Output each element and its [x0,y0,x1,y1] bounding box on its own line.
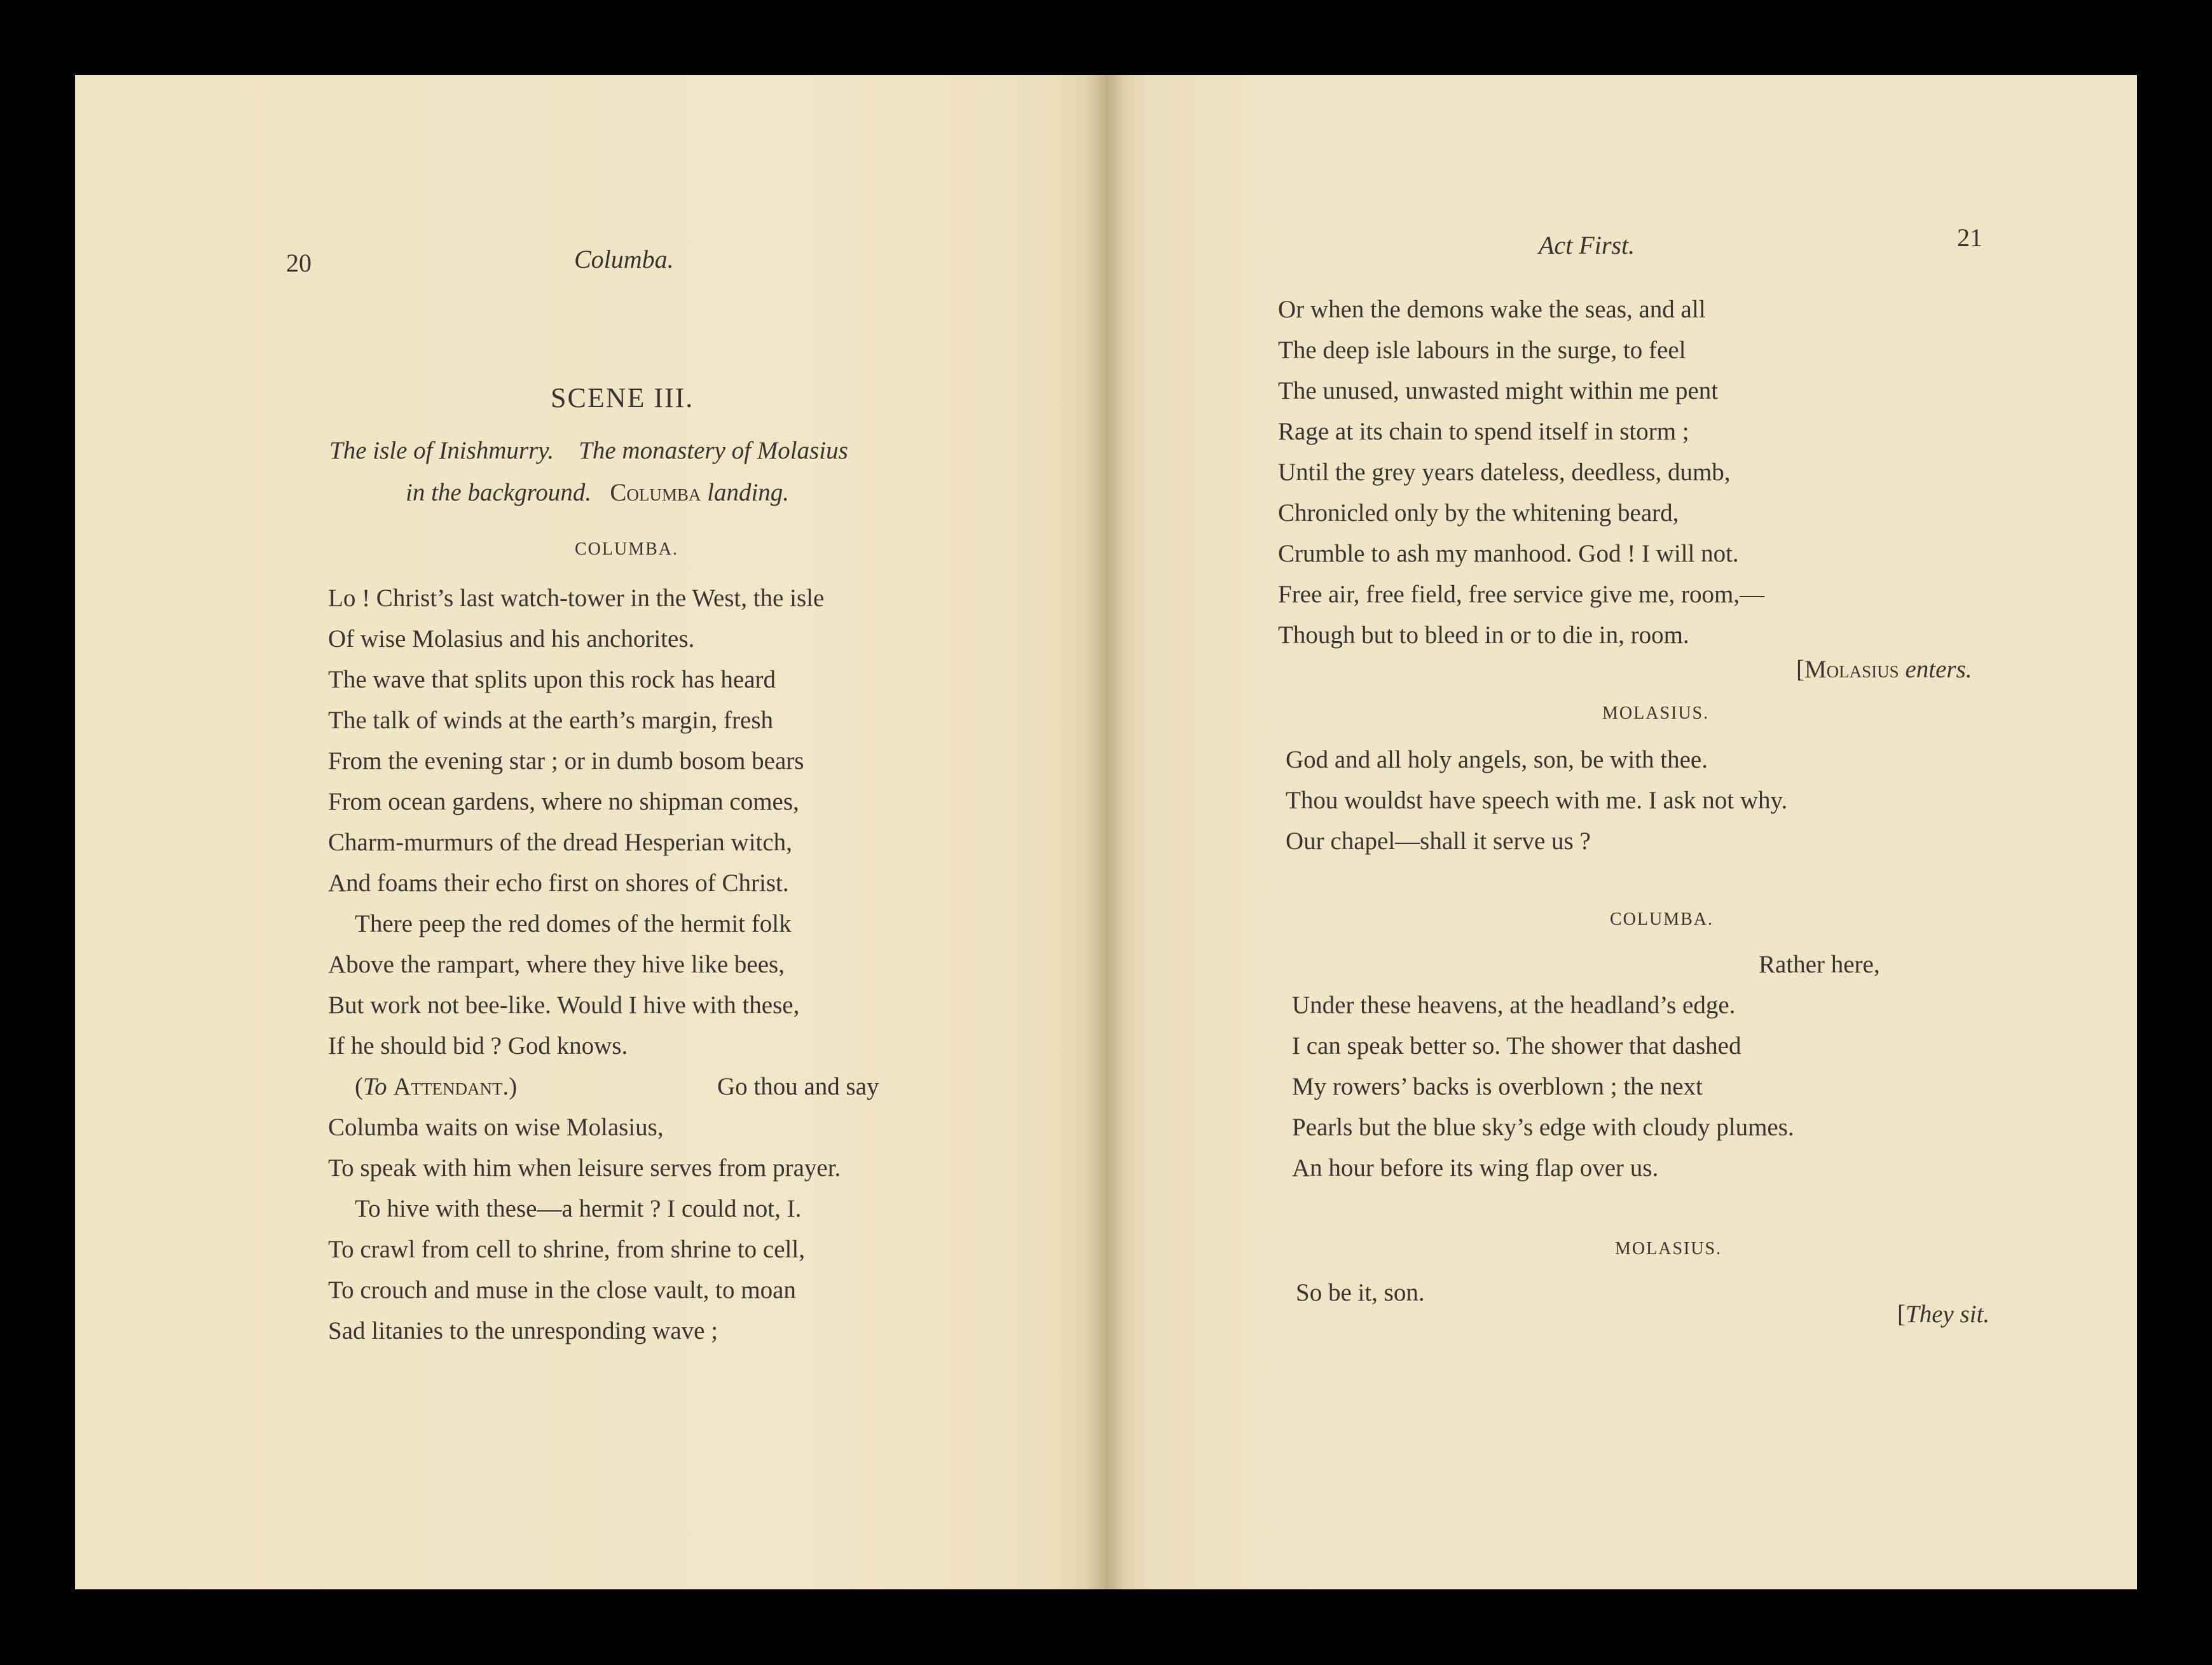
verse-line: I can speak better so. The shower that dashed [1292,1032,1741,1060]
exit-bracket: [ [1897,1301,1906,1328]
running-head: Columba. [574,245,674,273]
aside-direction [355,1072,517,1101]
verse-line: Or when the demons wake the seas, and all [1278,296,1706,323]
exit-direction [1897,1300,1989,1329]
verse-line: Sad litanies to the unresponding wave ; [328,1317,718,1344]
verse-line: My rowers’ backs is overblown ; the next [1292,1073,1703,1100]
stage-direction-setting: The monastery of Molasius [579,437,848,464]
verse-line: Rage at its chain to spend itself in storm ; [1278,418,1689,445]
exit-text: They sit. [1906,1301,1990,1328]
verse-line: An hour before its wing flap over us. [1292,1154,1659,1182]
stage-direction-place: The isle of Inishmurry. [329,437,554,464]
stage-direction-line-1 [329,436,848,465]
book-gutter [1086,75,1124,1589]
verse-line: The deep isle labours in the surge, to feel [1278,336,1686,364]
stage-direction-background: in the background. [406,479,592,506]
speaker-label: MOLASIUS. [1602,703,1710,723]
verse-line: Columba waits on wise Molasius, [328,1114,664,1141]
speaker-label: MOLASIUS. [1615,1239,1722,1259]
page-number: 21 [1957,223,1982,252]
aside-character: Attendant [393,1073,503,1100]
verse-line: To crawl from cell to shrine, from shrine to cell, [328,1236,805,1263]
verse-line: God and all holy angels, son, be with thee. [1286,746,1708,773]
verse-line: Above the rampart, where they hive like bees, [328,951,785,978]
verse-line: To hive with these—a hermit ? I could not, I. [355,1195,802,1222]
running-head: Act First. [1539,231,1635,259]
verse-line: If he should bid ? God knows. [328,1032,628,1060]
verse-line: Crumble to ash my manhood. God ! I will not. [1278,540,1739,567]
aside-to: To [363,1073,387,1100]
verse-line: Thou wouldst have speech with me. I ask not why. [1286,787,1788,814]
entrance-direction [1796,655,1972,684]
verse-line: And foams their echo first on shores of Christ. [328,869,789,897]
verse-line: Rather here, [1759,951,1880,978]
stage-direction-action: landing. [707,479,790,506]
verse-line: To speak with him when leisure serves from prayer. [328,1154,841,1182]
speaker-label: COLUMBA. [575,539,679,559]
verse-line: The unused, unwasted might within me pent [1278,377,1719,404]
page-number: 20 [286,249,312,277]
stage-direction-line-2 [406,478,789,507]
verse-line: Pearls but the blue sky’s edge with cloudy plumes. [1292,1114,1794,1141]
right-page [1106,75,2137,1589]
verse-line: The talk of winds at the earth’s margin, fresh [328,707,774,734]
verse-line: So be it, son. [1296,1279,1425,1306]
verse-line: But work not bee-like. Would I hive with these, [328,991,800,1019]
verse-line: Go thou and say [717,1073,879,1100]
verse-line: Though but to bleed in or to die in, room. [1278,621,1689,649]
verse-line: The wave that splits upon this rock has heard [328,666,776,693]
aside-close: .) [502,1073,518,1100]
verse-line: Charm-murmurs of the dread Hesperian witch, [328,829,792,856]
verse-line: To crouch and muse in the close vault, to moan [328,1276,796,1304]
left-page [75,75,1106,1589]
entrance-bracket: [ [1796,656,1804,683]
verse-line: From the evening star ; or in dumb bosom bears [328,747,804,775]
book-spread [75,75,2137,1589]
verse-line: Our chapel—shall it serve us ? [1286,827,1591,855]
verse-line: Lo ! Christ’s last watch-tower in the West, the isle [328,584,825,612]
scene-title: SCENE III. [551,382,694,413]
entrance-verb: enters. [1905,656,1972,683]
aside-open: ( [355,1073,363,1100]
speaker-label: COLUMBA. [1610,909,1714,929]
verse-line: There peep the red domes of the hermit folk [355,910,792,937]
verse-line: Of wise Molasius and his anchorites. [328,625,695,653]
stage-direction-character: Columba [610,479,701,506]
entrance-character: Molasius [1804,656,1899,683]
verse-line: Free air, free field, free service give me, room,— [1278,581,1765,608]
verse-line: Chronicled only by the whitening beard, [1278,499,1679,527]
verse-line: From ocean gardens, where no shipman comes, [328,788,799,815]
verse-line: Until the grey years dateless, deedless, dumb, [1278,459,1731,486]
verse-line: Under these heavens, at the headland’s edge. [1292,991,1736,1019]
